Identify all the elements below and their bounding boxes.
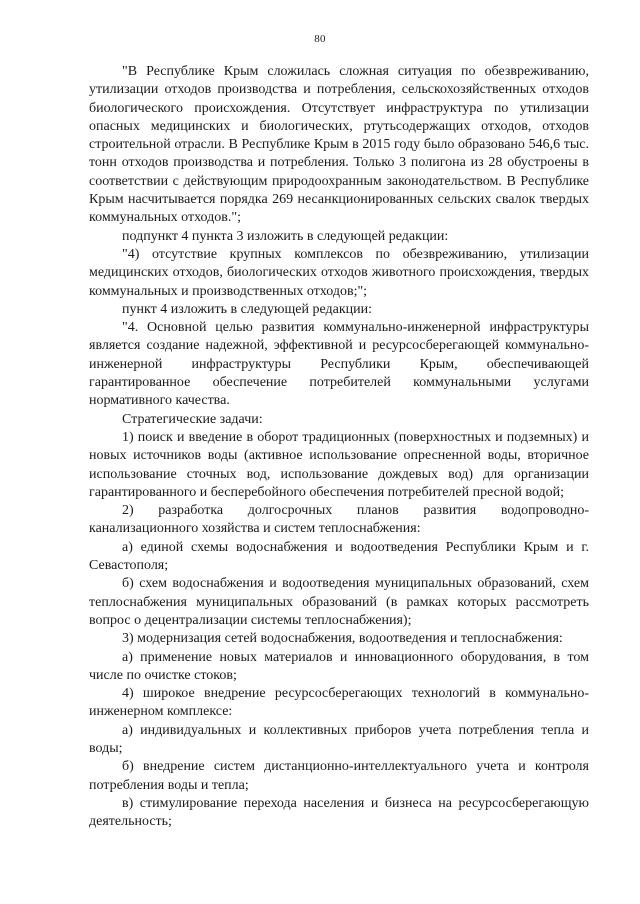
- paragraph-task-4b: б) внедрение систем дистанционно-интеллектуального учета и контроля потребления воды и тепла;: [89, 759, 589, 793]
- paragraph-task-4c: в) стимулирование перехода населения и бизнеса на ресурсосберегающую деятельность;: [89, 795, 589, 830]
- paragraph-point-4-instruction: пункт 4 изложить в следующей редакции:: [122, 301, 372, 317]
- paragraph-task-2a: а) единой схемы водоснабжения и водоотведения Республики Крым и г. Севастополя;: [89, 539, 589, 574]
- document-body: [89, 63, 589, 831]
- paragraph-strategic-tasks-heading: Стратегические задачи:: [122, 411, 263, 427]
- page-number: 80: [314, 33, 326, 45]
- paragraph-task-2: 2) разработка долгосрочных планов развития водопроводно-канализационного хозяйства и систем теплоснабжения:: [89, 503, 589, 537]
- paragraph-task-3: 3) модернизация сетей водоснабжения, водоотведения и теплоснабжения:: [122, 631, 563, 647]
- paragraph-task-4a: а) индивидуальных и коллективных приборов учета потребления тепла и воды;: [89, 722, 589, 756]
- paragraph-task-3a: а) применение новых материалов и инновационного оборудования, в том числе по очистке стоков;: [89, 649, 589, 683]
- paragraph-main-goal: "4. Основной целью развития коммунально-инженерной инфраструктуры является создание надежной, эффективной и ресурсосберегающей коммунально-инженерной инфраструктуры Республики Крым, обеспечивающей гарантированное обеспечение потребителей коммунальными услугами нормативного качества.: [89, 320, 589, 409]
- paragraph-task-4: 4) широкое внедрение ресурсосберегающих технологий в коммунально-инженерном комплексе:: [89, 686, 589, 720]
- paragraph-subpoint-4-instruction: подпункт 4 пункта 3 изложить в следующей редакции:: [122, 228, 449, 244]
- paragraph-waste-situation: "В Республике Крым сложилась сложная ситуация по обезвреживанию, утилизации отходов производства и потребления, сельскохозяйственных отходов биологического происхождения. Отсутствует инфраструктура по утилизации опасных медицинских и биологических, ртутьсодержащих отходов, отходов строительной отрасли. В Республике Крым в 2015 году было образовано 546,6 тыс. тонн отходов производства и потребления. Только 3 полигона из 28 обустроены в соответствии с действующим природоохранным законодательством. В Республике Крым насчитывается порядка 269 несанкционированных сельских свалок твердых коммунальных отходов.";: [89, 64, 589, 226]
- paragraph-task-2b: б) схем водоснабжения и водоотведения муниципальных образований, схем теплоснабжения муниципальных образований (в рамках которых рассмотреть вопрос о децентрализации системы теплоснабжения);: [89, 576, 589, 628]
- paragraph-task-1: 1) поиск и введение в оборот традиционных (поверхностных и подземных) и новых источников воды (активное использование опресненной воды, вторичное использование сточных вод, использование дождевых вод) для организации гарантированного и бесперебойного обеспечения потребителей пресной водой;: [89, 429, 589, 500]
- paragraph-subpoint-4-text: "4) отсутствие крупных комплексов по обезвреживанию, утилизации медицинских отходов, биологических отходов животного происхождения, твердых коммунальных и производственных отходов;";: [89, 246, 589, 299]
